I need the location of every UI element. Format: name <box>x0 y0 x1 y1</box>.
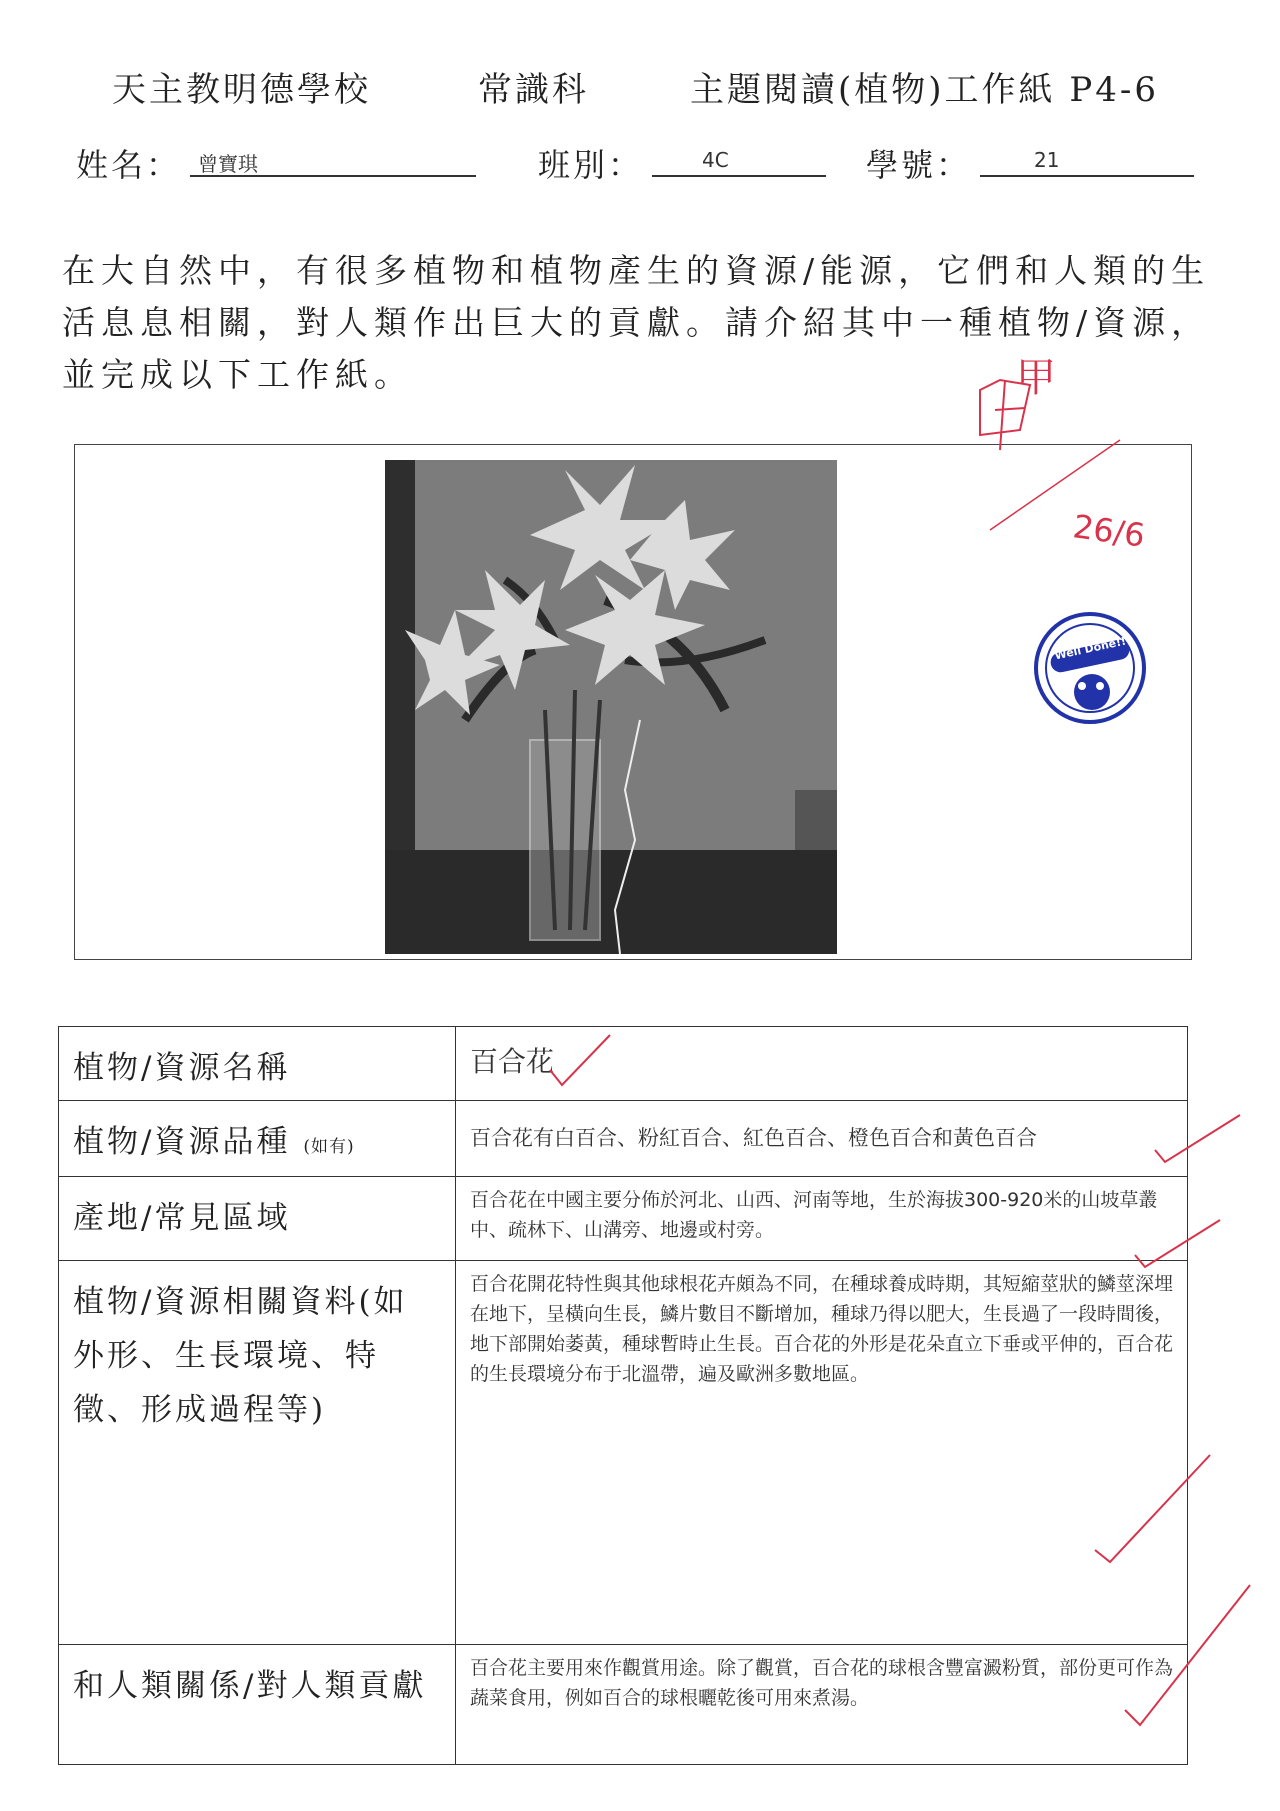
check-mark-icon <box>1150 1110 1250 1170</box>
row-label <box>59 1645 456 1765</box>
worksheet-title: 主題閱讀(植物)工作紙 P4-6 <box>690 70 1159 110</box>
grade-letter: 甲 <box>1016 355 1056 401</box>
table-row <box>59 1645 1188 1765</box>
contribution-answer[interactable] <box>456 1645 1188 1765</box>
stamp-text: Well Done!! <box>1053 634 1128 663</box>
well-done-stamp <box>1032 610 1148 726</box>
number-value[interactable]: 21 <box>1034 148 1060 172</box>
number-line <box>980 175 1194 177</box>
answer-text: 百合花 <box>470 1045 555 1078</box>
row-label <box>59 1177 456 1261</box>
row-label-text: 植物/資源品種 <box>73 1124 291 1160</box>
subject-name: 常識科 <box>478 70 589 110</box>
class-value[interactable]: 4C <box>702 148 729 172</box>
row-label-text: 產地/常見區域 <box>73 1200 291 1236</box>
table-row <box>59 1101 1188 1177</box>
lily-photo <box>385 460 837 954</box>
teacher-grade-marks <box>960 360 1200 590</box>
row-label-text: 植物/資源相關資料(如外形、生長環境、特徵、形成過程等) <box>73 1284 408 1428</box>
class-label: 班別： <box>538 146 644 184</box>
origin-answer[interactable] <box>456 1177 1188 1261</box>
name-value[interactable]: 曾寶琪 <box>198 152 258 176</box>
answer-text: 百合花開花特性與其他球根花卉頗為不同，在種球養成時期，其短縮莖狀的鱗莖深埋在地下，呈橫向生長，鱗片數目不斷增加，種球乃得以肥大，生長過了一段時間後，地下部開始萎黃，種球暫時止生長。百合花的外形是花朵直立下垂或平伸的，百合花的生長環境分布于北溫帶，遍及歐洲多數地區。 <box>470 1273 1174 1385</box>
instructions-paragraph: 在大自然中，有很多植物和植物產生的資源/能源，它們和人類的生活息息相關，對人類作出巨大的貢獻。請介紹其中一種植物/資源，並完成以下工作紙。 <box>62 251 1211 394</box>
check-mark-icon <box>1130 1215 1230 1275</box>
table-row <box>59 1261 1188 1645</box>
variety-answer[interactable] <box>456 1101 1188 1177</box>
worksheet-table <box>58 1026 1188 1765</box>
answer-text: 百合花主要用來作觀賞用途。除了觀賞，百合花的球根含豐富澱粉質，部份更可作為蔬菜食用，例如百合的球根曬乾後可用來煮湯。 <box>470 1657 1174 1709</box>
row-label-text: 植物/資源名稱 <box>73 1050 291 1086</box>
related-info-answer[interactable] <box>456 1261 1188 1645</box>
check-mark-icon <box>1120 1580 1260 1730</box>
answer-text: 百合花在中國主要分佈於河北、山西、河南等地，生於海拔300-920米的山坡草叢中、疏林下、山溝旁、地邊或村旁。 <box>470 1189 1158 1241</box>
school-name: 天主教明德學校 <box>112 70 371 110</box>
table-row <box>59 1027 1188 1101</box>
check-mark-icon <box>1090 1450 1220 1570</box>
stamp-icon <box>1032 610 1148 726</box>
grade-date: 26/6 <box>1070 507 1148 555</box>
row-label <box>59 1261 456 1645</box>
name-label: 姓名： <box>76 146 182 184</box>
class-line <box>652 175 826 177</box>
row-label <box>59 1101 456 1177</box>
row-label-note: (如有) <box>303 1137 355 1157</box>
row-label-text: 和人類關係/對人類貢獻 <box>73 1668 427 1704</box>
lily-photo-illustration <box>385 460 837 954</box>
answer-text: 百合花有白百合、粉紅百合、紅色百合、橙色百合和黃色百合 <box>470 1126 1037 1150</box>
check-mark-icon <box>540 1030 620 1090</box>
name-line <box>190 175 476 177</box>
number-label: 學號： <box>866 146 972 184</box>
table-row <box>59 1177 1188 1261</box>
row-label <box>59 1027 456 1101</box>
